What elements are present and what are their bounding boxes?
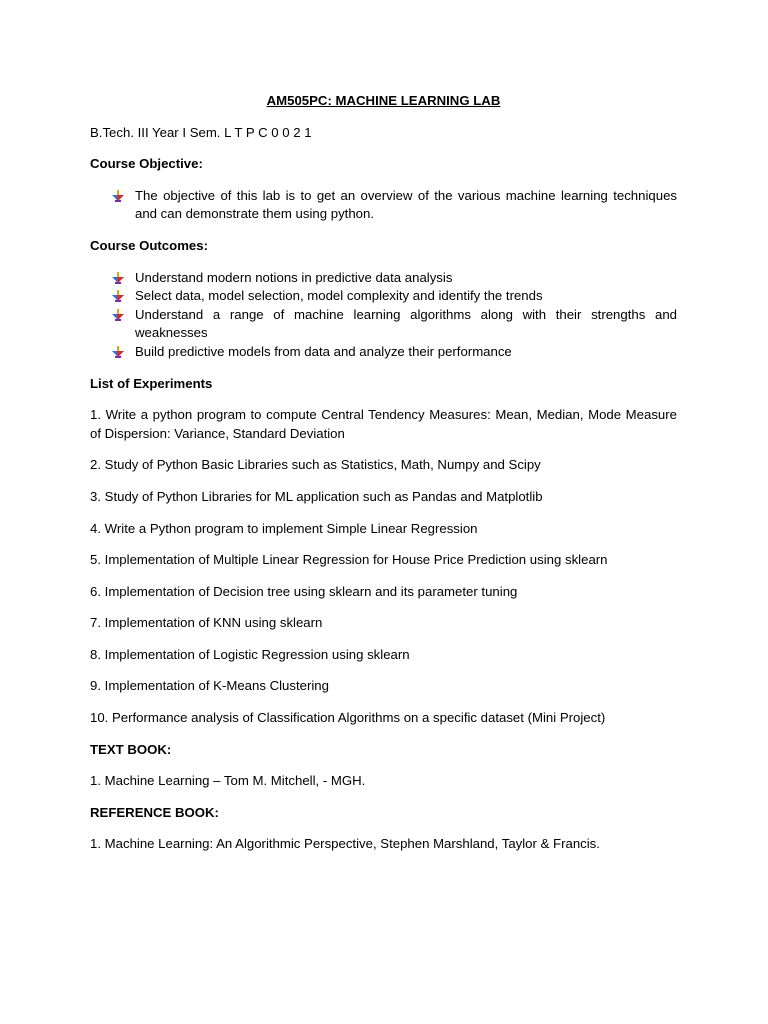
- course-objective-heading: Course Objective:: [90, 156, 203, 172]
- experiment-item: 6. Implementation of Decision tree using sklearn and its parameter tuning: [90, 583, 518, 599]
- course-objective-list: [90, 187, 677, 224]
- document-page: [90, 92, 677, 867]
- list-item: [90, 343, 677, 362]
- list-item-text: The objective of this lab is to get an overview of the various machine learning techniques and can demonstrate them using python.: [135, 187, 677, 222]
- list-item: [90, 306, 677, 343]
- list-item-text: Understand modern notions in predictive data analysis: [135, 269, 453, 285]
- arrow-bullet-icon: [112, 290, 124, 302]
- list-item-text: Build predictive models from data and analyze their performance: [135, 343, 512, 359]
- course-info: B.Tech. III Year I Sem. L T P C 0 0 2 1: [90, 124, 312, 140]
- arrow-bullet-icon: [112, 190, 124, 202]
- experiment-item: 9. Implementation of K-Means Clustering: [90, 678, 329, 694]
- textbook-heading: TEXT BOOK:: [90, 741, 172, 757]
- list-item: [90, 287, 677, 306]
- arrow-bullet-icon: [112, 309, 124, 321]
- experiment-item: 10. Performance analysis of Classification Algorithms on a specific dataset (Mini Project): [90, 710, 606, 726]
- reference-heading: REFERENCE BOOK:: [90, 804, 219, 820]
- experiment-item: 7. Implementation of KNN using sklearn: [90, 615, 323, 631]
- list-item: [90, 269, 677, 288]
- arrow-bullet-icon: [112, 346, 124, 358]
- experiment-item: 5. Implementation of Multiple Linear Regression for House Price Prediction using sklearn: [90, 552, 608, 568]
- list-item-text: Select data, model selection, model complexity and identify the trends: [135, 288, 543, 304]
- document-title: AM505PC: MACHINE LEARNING LAB: [266, 93, 501, 108]
- experiment-item: 4. Write a Python program to implement Simple Linear Regression: [90, 520, 478, 536]
- course-outcomes-heading: Course Outcomes:: [90, 237, 208, 253]
- course-outcomes-list: [90, 269, 677, 362]
- experiment-item: 3. Study of Python Libraries for ML application such as Pandas and Matplotlib: [90, 488, 543, 504]
- experiment-item: 1. Write a python program to compute Central Tendency Measures: Mean, Median, Mode Measure of Dispersion: Variance, Standard Deviation: [90, 407, 677, 441]
- list-item-text: Understand a range of machine learning algorithms along with their strengths and weaknesses: [135, 306, 677, 341]
- textbook-item: 1. Machine Learning – Tom M. Mitchell, - MGH.: [90, 773, 366, 789]
- list-item: [90, 187, 677, 224]
- reference-item: 1. Machine Learning: An Algorithmic Perspective, Stephen Marshland, Taylor & Francis.: [90, 836, 600, 852]
- experiments-heading: List of Experiments: [90, 375, 213, 391]
- experiment-item: 2. Study of Python Basic Libraries such as Statistics, Math, Numpy and Scipy: [90, 457, 541, 473]
- arrow-bullet-icon: [112, 272, 124, 284]
- experiment-item: 8. Implementation of Logistic Regression using sklearn: [90, 646, 410, 662]
